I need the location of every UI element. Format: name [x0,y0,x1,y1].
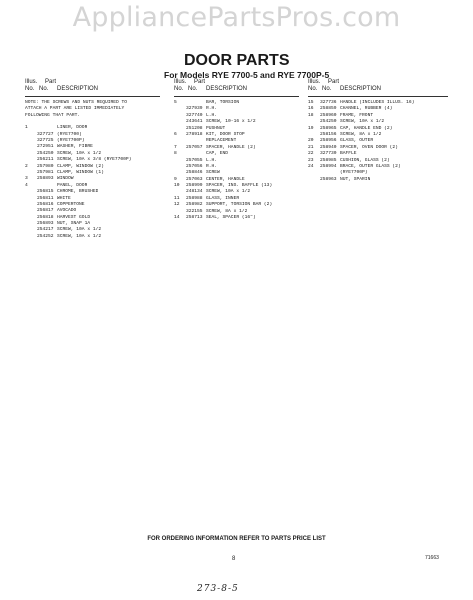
part-number: 256815 [37,189,54,195]
part-row [174,215,304,221]
part-number: 243641 [186,119,203,125]
part-number: 278918 [186,131,203,137]
part-description: (RYE7700) [57,131,82,137]
part-description: SCREW, 8A x 1/2 [206,208,248,214]
part-description: CUSHION, GLASS (2) [340,157,390,163]
part-number: 258859 [320,106,337,112]
illus-number: 12 [174,202,180,208]
heading-description: DESCRIPTION [340,86,382,92]
part-description: PANEL, DOOR [57,182,88,188]
part-description: PUSHNUT [206,125,226,131]
part-number: 256893 [37,221,54,227]
heading-part: Part [194,79,206,85]
part-number: 327939 [186,106,203,112]
illus-number: 7 [174,144,177,150]
heading-part-no: No. [322,86,332,92]
part-description: NUT, SPARIN [340,176,371,182]
part-number: 256811 [37,195,54,201]
part-number: 327725 [37,138,54,143]
part-number: 257981 [37,169,54,175]
part-number: 258940 [320,144,337,150]
part-number: 327730 [320,151,337,157]
column-heading-3 [308,79,438,93]
watermark: AppliancePartsPros.com [72,2,401,33]
part-number: 272951 [37,144,54,150]
part-number: 256818 [37,214,54,220]
illus-number: 2 [25,163,28,169]
heading-description: DESCRIPTION [206,86,248,92]
heading-illus: Illus. [174,79,187,85]
heading-illus-no: No. [25,86,35,92]
part-description: R.H. [206,106,218,112]
part-number: 258956 [320,138,337,144]
parts-column-1 [25,100,165,240]
illus-number: 19 [308,125,314,131]
ordering-note: FOR ORDERING INFORMATION REFER TO PARTS PRICE LIST [147,536,326,542]
part-description: L.H. [206,157,218,163]
part-number: 322155 [186,208,203,214]
part-description: FRAME, FRONT [340,112,374,118]
part-description: SCREW [206,170,220,176]
part-number: 258960 [320,112,337,118]
part-row [25,234,165,240]
illus-number: 24 [308,163,314,169]
illus-number: 14 [174,215,180,221]
part-description: REPLACEMENT [206,138,237,144]
part-row [308,177,448,183]
column-heading-2 [174,79,304,93]
part-number: 257980 [37,163,54,169]
part-number: 257057 [186,144,203,150]
part-description: CHROME, BRUSHED [57,189,99,195]
parts-column-3 [308,100,448,183]
part-number: 256211 [37,157,54,163]
illus-number: 8 [174,151,177,157]
illus-number: 15 [308,100,314,105]
heading-description: DESCRIPTION [57,86,99,92]
part-number: 258965 [320,125,337,131]
part-description: CAP, END [206,151,229,157]
part-description: GLASS, OUTER [340,138,374,144]
part-number: 254217 [37,227,54,233]
part-description: HARVEST GOLD [57,214,91,220]
part-number: 254250 [320,119,337,125]
illus-number: 5 [174,100,177,105]
part-description: SPACER, INS. BAFFLE (13) [206,183,273,189]
part-number: 258893 [37,176,54,182]
part-number: 327740 [186,112,203,118]
part-description: CLAMP, WINDOW (2) [57,163,104,169]
part-description: SCREW, 10A x 1/2 [340,119,385,125]
heading-illus-no: No. [308,86,318,92]
part-description: GLASS, INNER [206,195,240,201]
heading-part: Part [328,79,340,85]
part-description: (RYE7700P) [340,170,368,176]
part-number: 257055 [186,157,203,163]
heading-illus: Illus. [308,79,321,85]
part-description: (RYE7700P) [57,138,85,143]
part-number: 248134 [186,189,203,195]
illus-number: 20 [308,138,314,144]
part-number: 258988 [186,195,203,201]
part-description: AVOCADO [57,208,77,214]
part-description: BRACE, OUTER GLASS (2) [340,163,401,169]
part-number: 258985 [320,157,337,163]
part-description: SCREW, 10A x 1/2 [57,150,102,156]
column-heading-1 [25,79,155,93]
part-number: 327727 [37,131,54,137]
part-number: 256817 [37,208,54,214]
part-number: 258963 [320,176,337,182]
parts-column-2 [174,100,304,221]
part-description: SUPPORT, TORSION BAR (2) [206,202,273,208]
part-number: 258156 [320,131,337,137]
part-description: KIT, DOOR STOP [206,131,245,137]
part-number: 257063 [186,176,203,182]
heading-part-no: No. [188,86,198,92]
part-description: CLAMP, WINDOW (1) [57,169,104,175]
illus-number: 16 [308,106,314,112]
part-description: CHANNEL, RUBBER (4) [340,106,393,112]
header-rule [25,96,160,97]
screws-note: NOTE: THE SCREWS AND NUTS REQUIRED TO ATTACH A PART ARE LISTED IMMEDIATELY FOLLOWING THAT PART. [25,100,127,118]
illus-number: 4 [25,182,28,188]
part-number: 257056 [186,163,203,169]
part-description: SPACER, OVEN DOOR (2) [340,144,398,150]
illus-number: 18 [308,112,314,118]
handwritten-note: 273-8-5 [197,584,239,594]
part-description: WINDOW [57,176,74,182]
part-description: BAFFLE [340,151,357,157]
part-description: BAR, TORSION [206,100,240,105]
part-description: SEAL, SPACER (16") [206,215,256,221]
header-rule [174,96,299,97]
part-description: SCREW, 10-16 x 1/2 [206,119,256,125]
part-description: SPACER, HANDLE (2) [206,144,256,150]
part-description: HANDLE (INCLUDES ILLUS. 16) [340,100,415,105]
illus-number: 6 [174,131,177,137]
illus-number: 21 [308,144,314,150]
illus-number: 9 [174,176,177,182]
part-number: 254252 [37,233,54,239]
part-number: 327736 [320,100,337,105]
part-description: R.H. [206,163,218,169]
part-description: SCREW, 10A x 1/2 [206,189,251,195]
page-number: 8 [232,556,236,562]
part-number: 258982 [186,202,203,208]
heading-part: Part [45,79,57,85]
part-description: L.H. [206,112,218,118]
heading-part-no: No. [39,86,49,92]
document-code: 71663 [425,555,439,561]
part-number: 258846 [186,170,203,176]
part-description: SCREW, 8A x 1/2 [340,131,382,137]
part-number: 258994 [320,163,337,169]
page-title: DOOR PARTS [184,52,290,69]
part-number: 258999 [186,183,203,189]
part-description: SCREW, 10A x 3/8 (RYE7700P) [57,157,132,163]
illus-number: 11 [174,195,180,201]
illus-number: 1 [25,125,28,131]
illus-number: 10 [174,183,180,189]
heading-illus-no: No. [174,86,184,92]
part-description: SCREW, 10A x 1/2 [57,227,102,233]
part-description: SCREW, 10A x 1/2 [57,233,102,239]
page-subtitle: For Models RYE 7700-5 and RYE 7700P-5 [164,70,330,80]
part-description: WHITE [57,195,71,201]
part-number: 254250 [37,150,54,156]
part-number: 258713 [186,215,203,221]
part-number: 256816 [37,201,54,207]
header-rule [308,96,448,97]
illus-number: 3 [25,176,28,182]
part-description: WASHER, FIBRE [57,144,93,150]
part-number: 251208 [186,125,203,131]
part-description: CENTER, HANDLE [206,176,245,182]
part-description: LINER, DOOR [57,125,88,131]
illus-number: 23 [308,157,314,163]
part-description: CAP, HANDLE END (2) [340,125,393,131]
part-description: COPPERTONE [57,201,85,207]
part-description: NUT, SNAP 1A [57,221,91,227]
heading-illus: Illus. [25,79,38,85]
illus-number: 22 [308,151,314,157]
